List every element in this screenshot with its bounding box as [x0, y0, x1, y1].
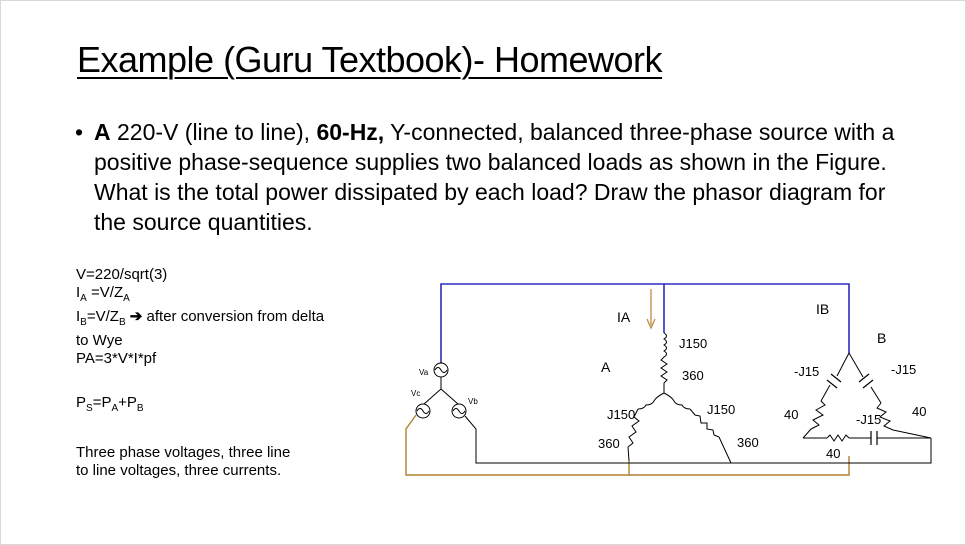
- note-sub: S: [86, 403, 93, 414]
- note-current-a: [76, 284, 376, 308]
- label-ya-resistance: 360: [682, 368, 704, 383]
- delta-resistor-left: [811, 401, 825, 429]
- note-eq: =V/Z: [86, 284, 124, 301]
- note-power-a: PA=3*V*I*pf: [76, 350, 157, 367]
- problem-text-part: 220-V (line to line),: [110, 119, 317, 145]
- note-plus: +P: [118, 394, 137, 411]
- label-va: Va: [419, 368, 429, 377]
- y-load-inductor-a: [664, 333, 667, 357]
- problem-text-bold-freq: 60-Hz,: [316, 119, 385, 145]
- note-eq: =V/Z: [86, 308, 119, 325]
- label-node-b: B: [877, 330, 887, 346]
- label-ib: IB: [816, 301, 830, 317]
- note-to-wye: to Wye: [76, 332, 123, 349]
- label-dl-resistance: 40: [784, 407, 799, 422]
- label-dr-resistance: 40: [912, 404, 927, 419]
- solution-notes: [76, 266, 376, 480]
- note-sub: A: [80, 293, 87, 304]
- note-i: I: [76, 284, 81, 301]
- label-db-capacitance: -J15: [856, 412, 882, 427]
- label-db-resistance: 40: [826, 446, 841, 461]
- label-yr-resistance: 360: [737, 435, 759, 450]
- arrow-icon: ➔: [125, 308, 147, 325]
- label-ia: IA: [617, 309, 631, 325]
- note-sub: B: [118, 317, 126, 328]
- circuit-diagram: [396, 276, 941, 486]
- problem-text-rest: Y-connected, balanced three-phase source with a positive phase-sequence supplies two balanced loads as shown in the Figure. What is the total power dissipated by each load? Draw the phasor diagram for the source quantities.: [94, 119, 895, 235]
- label-ya-reactance: J150: [679, 336, 708, 351]
- note-eq: =P: [92, 394, 112, 411]
- line-c-wire: [406, 415, 629, 475]
- note-voltage: V=220/sqrt(3): [76, 266, 168, 283]
- problem-text: [94, 117, 905, 237]
- note-conversion: after conversion from delta: [146, 308, 325, 325]
- label-node-a: A: [601, 359, 611, 375]
- y-load-resistor-a: [661, 357, 667, 383]
- note-description: Three phase voltages, three line to line voltages, three currents.: [76, 444, 291, 479]
- note-power-sum: [76, 394, 376, 418]
- delta-capacitor-right: [859, 374, 873, 388]
- note-sub: A: [111, 403, 119, 414]
- label-yl-reactance: J150: [607, 407, 636, 422]
- slide-title: Example (Guru Textbook)- Homework: [77, 39, 663, 80]
- label-vc: Vc: [411, 389, 421, 398]
- delta-capacitor-bottom: [871, 431, 877, 445]
- note-sub: A: [123, 293, 130, 304]
- label-vb: Vb: [468, 397, 478, 406]
- y-load-inductor-left: [638, 393, 664, 409]
- label-dl-capacitance: -J15: [794, 364, 820, 379]
- note-sub: B: [80, 317, 87, 328]
- note-current-b: [76, 308, 376, 332]
- bullet-marker: •: [75, 119, 84, 145]
- note-p: P: [76, 394, 87, 411]
- note-sub: B: [136, 403, 144, 414]
- label-yl-resistance: 360: [598, 436, 620, 451]
- line-a-wire: [441, 284, 664, 368]
- y-load-inductor-right: [664, 393, 690, 409]
- note-i: I: [76, 308, 81, 325]
- label-yr-reactance: J150: [707, 402, 736, 417]
- problem-text-bold-a: A: [94, 119, 111, 145]
- label-dr-capacitance: -J15: [891, 362, 917, 377]
- delta-resistor-bottom: [827, 435, 849, 441]
- problem-bullet: [75, 117, 905, 237]
